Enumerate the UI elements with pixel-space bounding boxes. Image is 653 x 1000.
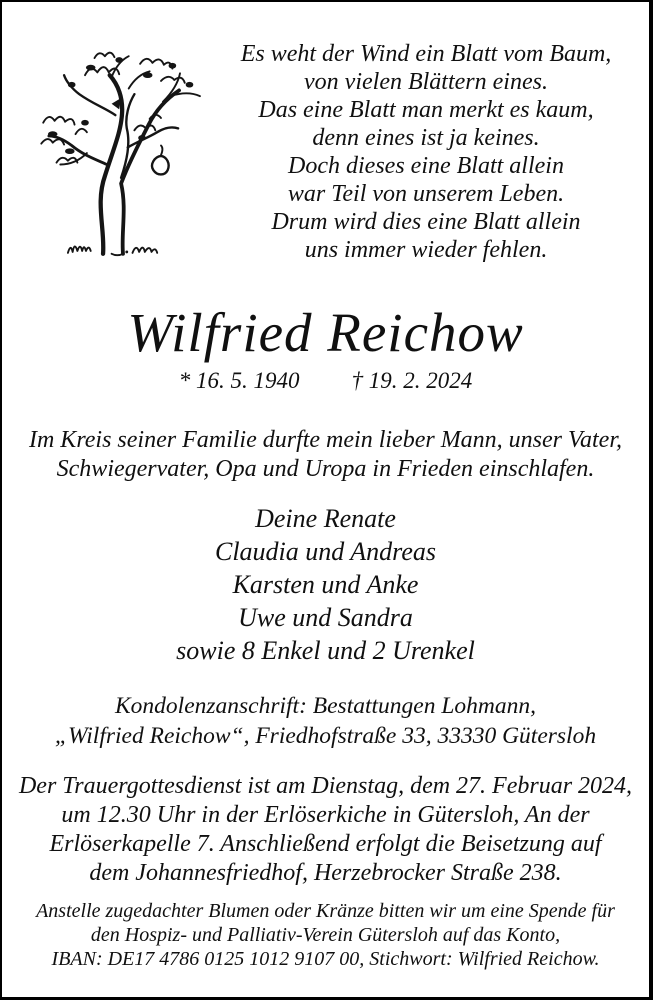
mourners-list: [2, 502, 649, 667]
death-date: † 19. 2. 2024: [351, 368, 473, 393]
text-line: um 12.30 Uhr in der Erlöserkiche in Gütersloh, An der: [61, 802, 590, 828]
text-line: Anstelle zugedachter Blumen oder Kränze bitten wir um eine Spende für: [36, 900, 615, 922]
text-line: den Hospiz- und Palliativ-Verein Gütersloh auf das Konto,: [90, 924, 561, 946]
donation-info: [2, 899, 649, 971]
deceased-name: Wilfried Reichow: [127, 302, 524, 363]
text-line: Im Kreis seiner Familie durfte mein lieber Mann, unser Vater,: [28, 427, 623, 453]
text-line: denn eines ist ja keines.: [312, 125, 540, 151]
text-line: uns immer wieder fehlen.: [304, 237, 548, 263]
text-line: Drum wird dies eine Blatt allein: [271, 209, 581, 235]
text-line: Es weht der Wind ein Blatt vom Baum,: [240, 41, 612, 67]
text-line: dem Johannesfriedhof, Herzebrocker Straße 238.: [89, 860, 562, 886]
text-line: war Teil von unserem Leben.: [287, 181, 565, 207]
text-line: Schwiegervater, Opa und Uropa in Frieden einschlafen.: [56, 456, 595, 482]
text-line: Uwe und Sandra: [238, 603, 413, 632]
text-line: sowie 8 Enkel und 2 Urenkel: [176, 636, 475, 665]
text-line: Doch dieses eine Blatt allein: [288, 153, 564, 179]
service-info: [2, 772, 649, 888]
text-line: Deine Renate: [255, 504, 396, 533]
life-dates: [2, 366, 649, 396]
text-line: IBAN: DE17 4786 0125 1012 9107 00, Stichwort: Wilfried Reichow.: [51, 948, 600, 970]
condolence-address: [2, 691, 649, 751]
text-line: von vielen Blättern eines.: [304, 69, 548, 95]
text-line: Der Trauergottesdienst ist am Dienstag, dem 27. Februar 2024,: [18, 773, 633, 799]
tree-icon: [28, 26, 218, 284]
text-line: Das eine Blatt man merkt es kaum,: [258, 97, 594, 123]
memorial-poem: [224, 40, 628, 264]
intro-text: [2, 426, 649, 484]
text-line: „Wilfried Reichow“, Friedhofstraße 33, 33330 Gütersloh: [54, 723, 597, 749]
notice-header: [2, 2, 649, 294]
text-line: Kondolenzanschrift: Bestattungen Lohmann,: [114, 693, 537, 719]
text-line: Claudia und Andreas: [214, 537, 436, 566]
text-line: Erlöserkapelle 7. Anschließend erfolgt die Beisetzung auf: [49, 831, 602, 857]
tree-illustration: [28, 26, 218, 284]
text-line: Karsten und Anke: [232, 570, 419, 599]
birth-date: * 16. 5. 1940: [178, 368, 300, 393]
